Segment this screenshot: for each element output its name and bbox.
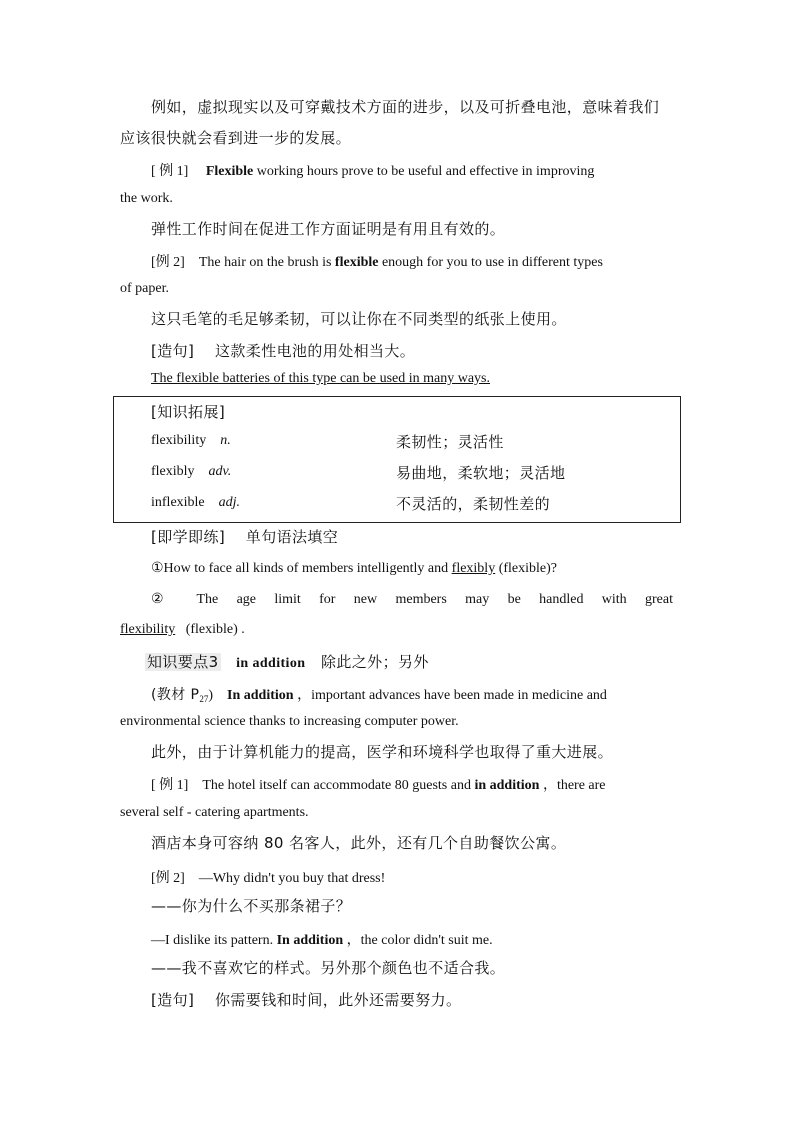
keyword: Flexible	[205, 164, 254, 179]
answer-blank: flexibility	[120, 622, 176, 637]
textbook-translation: 此外，由于计算机能力的提高，医学和环境科学也取得了重大进展。	[151, 743, 614, 761]
example-3: [ 例 1] The hotel itself can accommodate 80 guests and in addition ，there are	[151, 778, 606, 793]
keyword: flexible	[334, 255, 379, 270]
example-text: The hair on the brush is	[198, 255, 332, 270]
example-translation: 这只毛笔的毛足够柔韧，可以让你在不同类型的纸张上使用。	[151, 310, 567, 328]
point-meaning: 除此之外；另外	[320, 653, 429, 671]
example-text-cont: the work.	[120, 191, 173, 206]
vocab-word: inflexible adj.	[151, 495, 241, 510]
keyword: In addition	[276, 933, 344, 948]
example-text: working hours prove to be useful and effective in improving	[256, 164, 595, 179]
example-tag: [例 2]	[151, 255, 185, 270]
sentence-prompt: 这款柔性电池的用处相当大。	[215, 342, 416, 360]
sentence-making	[151, 989, 461, 1010]
vocab-word: flexibility n.	[151, 433, 231, 448]
sentence-tag: [造句]	[151, 991, 195, 1009]
practice-tag: [即学即练]	[151, 528, 226, 546]
part-of-speech: adj.	[218, 495, 241, 510]
answer-blank: flexibly	[451, 561, 496, 576]
example-tag: [ 例 1]	[151, 164, 189, 179]
paragraph-line: 应该很快就会看到进一步的发展。	[120, 129, 352, 147]
dialogue-translation: ——你为什么不买那条裙子？	[151, 897, 352, 915]
textbook-example-cont: environmental science thanks to increasing computer power.	[120, 714, 459, 729]
dialogue-answer: —I dislike its pattern. In addition ，the color didn't suit me.	[151, 933, 493, 948]
dialogue-translation: ——我不喜欢它的样式。另外那个颜色也不适合我。	[151, 959, 506, 977]
vocab-word: flexibly adv.	[151, 464, 232, 479]
sentence-prompt: 你需要钱和时间，此外还需要努力。	[215, 991, 462, 1009]
vocab-meaning: 不灵活的，柔韧性差的	[396, 495, 551, 513]
practice-title: 单句语法填空	[245, 528, 339, 546]
knowledge-point-heading	[145, 651, 429, 672]
vocab-meaning: 易曲地，柔软地；灵活地	[396, 464, 566, 482]
example-translation: 酒店本身可容纳 80 名客人，此外，还有几个自助餐饮公寓。	[151, 834, 567, 852]
sentence-tag: [造句]	[151, 342, 195, 360]
example-1	[151, 160, 673, 180]
example-4: [例 2] —Why didn't you buy that dress!	[151, 871, 386, 886]
sentence-making	[151, 340, 415, 361]
keyword: in addition	[474, 778, 540, 793]
knowledge-box-title: [知识拓展]	[151, 403, 226, 421]
example-text-cont: of paper.	[120, 281, 169, 296]
practice-header	[151, 526, 338, 547]
point-phrase: in addition	[236, 656, 306, 671]
practice-question-1: ①How to face all kinds of members intelligently and flexibly (flexible)?	[151, 561, 557, 576]
example-translation: 弹性工作时间在促进工作方面证明是有用且有效的。	[151, 220, 506, 238]
vocab-meaning: 柔韧性；灵活性	[396, 433, 504, 451]
example-2	[151, 251, 603, 271]
example-text: enough for you to use in different types	[381, 255, 603, 270]
practice-question-2-cont: flexibility (flexible) .	[120, 622, 245, 637]
practice-question-2: ② The age limit for new members may be handled with great	[151, 592, 673, 607]
example-tag: [例 2]	[151, 871, 185, 886]
sentence-answer: The flexible batteries of this type can be used in many ways.	[151, 371, 491, 386]
textbook-example: (教材 $P_{27}$) In addition ，important advances have been made in medicine and	[151, 687, 607, 704]
example-tag: [ 例 1]	[151, 778, 189, 793]
keyword: In addition	[227, 688, 294, 703]
part-of-speech: adv.	[208, 464, 232, 479]
example-text-cont: several self - catering apartments.	[120, 805, 309, 820]
paragraph-line: 例如，虚拟现实以及可穿戴技术方面的进步，以及可折叠电池，意味着我们	[151, 98, 660, 116]
point-label: 知识要点3	[147, 653, 219, 671]
part-of-speech: n.	[220, 433, 231, 448]
